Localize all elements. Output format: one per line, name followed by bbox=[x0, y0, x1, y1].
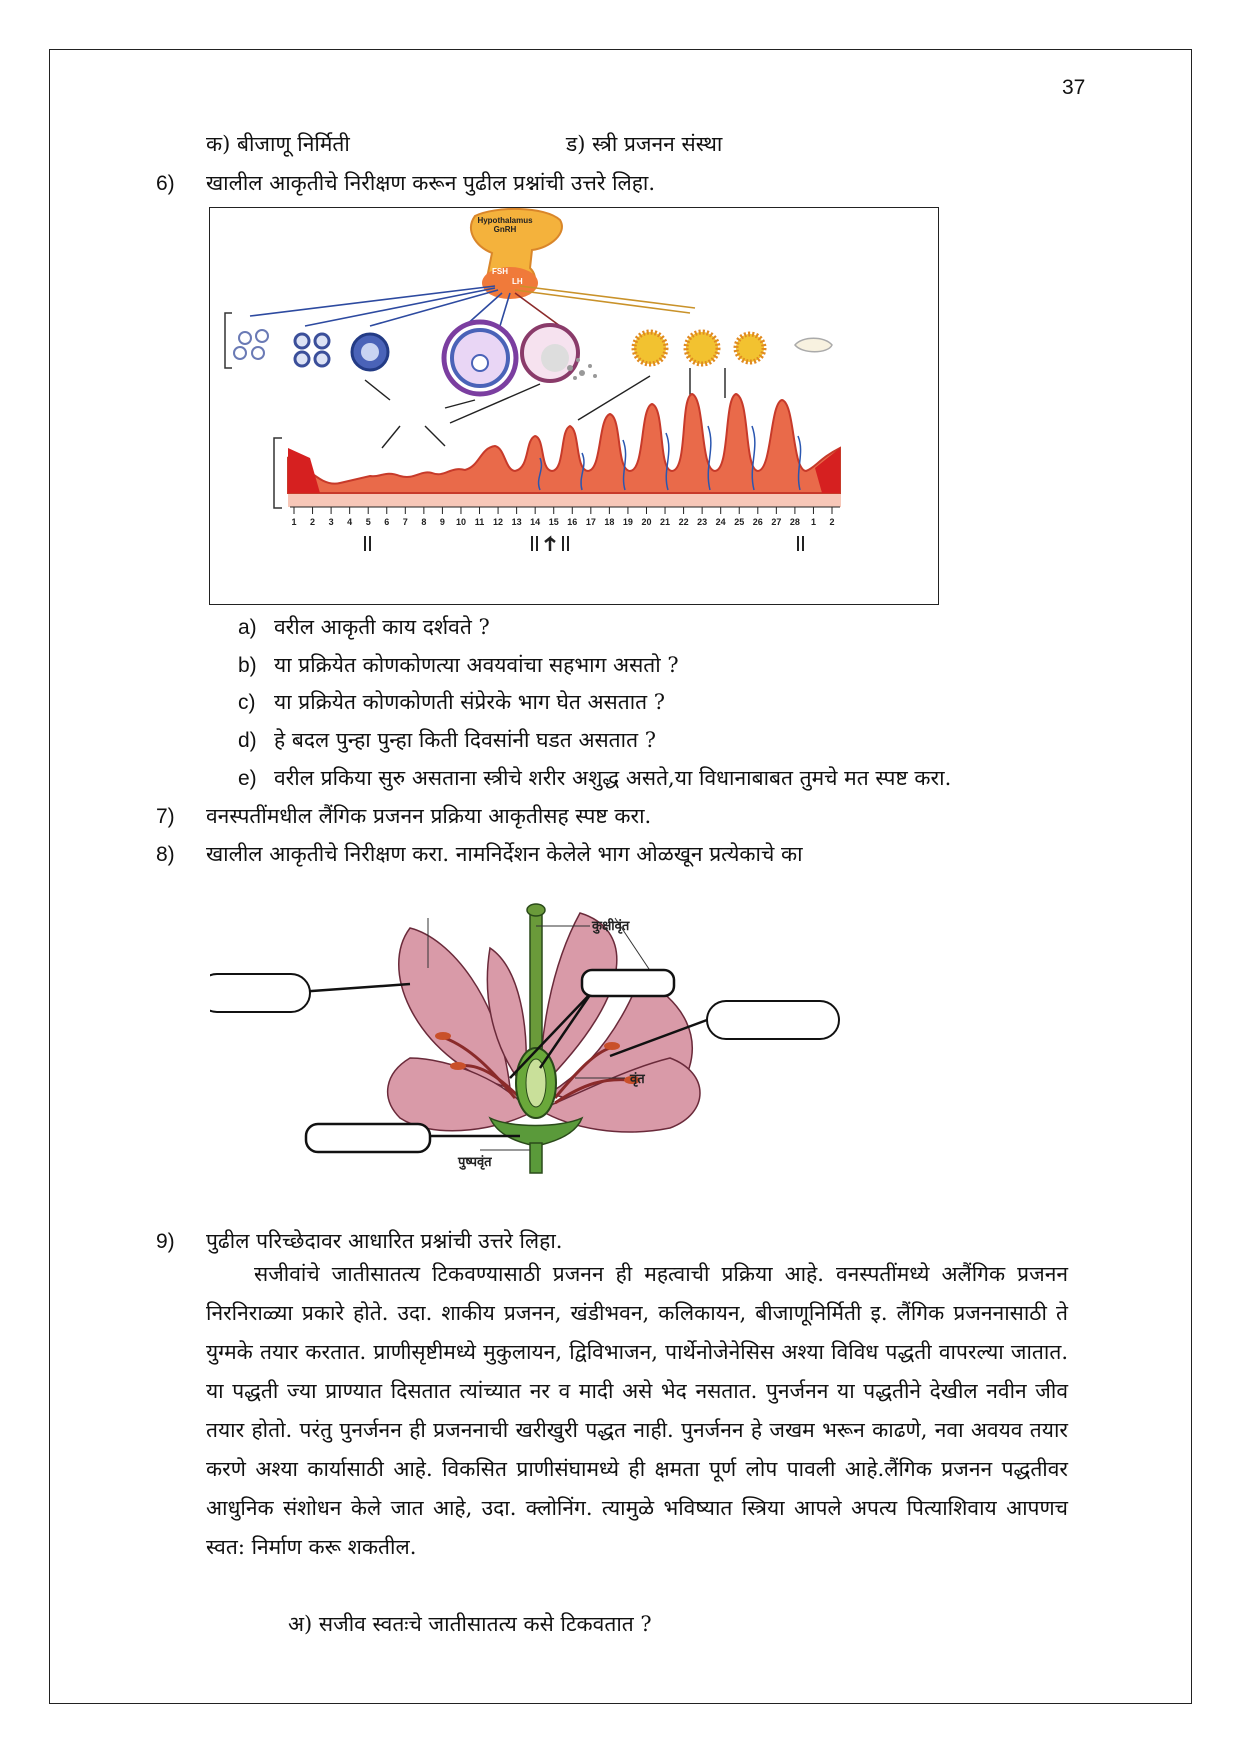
q9-paragraph-text: सजीवांचे जातीसातत्य टिकवण्यासाठी प्रजनन ही महत्वाची प्रक्रिया आहे. वनस्पतींमध्ये अलैंगिक प्रजनन निरनिराळ्या प्रकारे होते. उदा. शाकीय प्रजनन, खंडीभवन, कलिकायन, बीजाणूनिर्मिती इ. लैंगिक प्रजननासाठी ते युग्मके तयार करतात. प्राणीसृष्टीमध्ये मुकुलायन, द्विविभाजन, पार्थेनोजेनेसिस अश्या विविध पद्धती वापरल्या जातात. या पद्धती ज्या प्राण्यात दिसतात त्यांच्यात नर व मादी असे भेद नसतात. पुनर्जनन या पद्धतीने देखील नवीन जीव तयार होतो. परंतु पुनर्जनन ही प्रजननाची खरीखुरी पद्धत नाही. पुनर्जनन हे जखम भरून काढणे, नवा अवयव तयार करणे अश्या कार्यासाठी आहे. विकसित प्राणीसंघामध्ये ही क्षमता पूर्ण लोप पावली आहे.लैंगिक प्रजनन पद्धतीवर आधुनिक संशोधन केले जात आहे, उदा. क्लोनिंग. त्यामुळे भविष्यात स्त्रिया आपले अपत्य पित्याशिवाय आपणच स्वत: निर्माण करू शकतील. bbox=[206, 1262, 1068, 1559]
day-tick-label: 4 bbox=[347, 517, 353, 527]
q6-sub-d: d) हे बदल पुन्हा पुन्हा किती दिवसांनी घडत असतात ? bbox=[238, 728, 656, 752]
blank-label-box-2 bbox=[582, 970, 674, 996]
day-tick-label: 10 bbox=[455, 517, 466, 527]
day-tick-label: 19 bbox=[622, 517, 633, 527]
day-tick-label: 2 bbox=[829, 517, 835, 527]
q9-sub-a: अ) सजीव स्वतःचे जातीसातत्य कसे टिकवतात ? bbox=[288, 1612, 652, 1636]
day-tick-label: 17 bbox=[585, 517, 596, 527]
day-tick-label: 14 bbox=[530, 517, 541, 527]
day-tick-label: 26 bbox=[752, 517, 763, 527]
question-8-number: 8) bbox=[156, 843, 175, 866]
day-tick-label: 1 bbox=[810, 517, 816, 527]
day-tick-label: 21 bbox=[660, 517, 671, 527]
question-7-text: वनस्पतींमधील लैंगिक प्रजनन प्रक्रिया आकृतीसह स्पष्ट करा. bbox=[206, 804, 652, 828]
q6-sub-e: e) वरील प्रकिया सुरु असताना स्त्रीचे शरीर अशुद्ध असते,या विधानाबाबत तुमचे मत स्पष्ट करा. bbox=[238, 766, 952, 790]
question-6-number: 6) bbox=[156, 172, 175, 195]
label-style: कुक्षीवृंत bbox=[592, 919, 630, 934]
question-8-text: खालील आकृतीचे निरीक्षण करा. नामनिर्देशन केलेले भाग ओळखून प्रत्येकाचे का bbox=[206, 842, 803, 866]
day-tick-label: 2 bbox=[310, 517, 316, 527]
page-number: 37 bbox=[1062, 76, 1086, 99]
option-k: क) बीजाणू निर्मिती bbox=[206, 132, 350, 156]
blank-label-box-3 bbox=[707, 1001, 839, 1039]
q6-sub-b: b) या प्रक्रियेत कोणकोणत्या अवयवांचा सहभाग असतो ? bbox=[238, 653, 679, 677]
day-tick-label: 7 bbox=[402, 517, 408, 527]
gnrh-label: GnRH bbox=[493, 225, 517, 234]
blank-label-box-1 bbox=[210, 974, 310, 1012]
q9-paragraph bbox=[206, 1255, 1068, 1567]
day-tick-label: 23 bbox=[697, 517, 708, 527]
question-9-text: पुढील परिच्छेदावर आधारित प्रश्नांची उत्तरे लिहा. bbox=[206, 1229, 563, 1253]
day-tick-label: 18 bbox=[604, 517, 615, 527]
day-tick-label: 1 bbox=[291, 517, 297, 527]
day-tick-label: 22 bbox=[678, 517, 689, 527]
day-axis bbox=[291, 507, 834, 527]
day-tick-label: 9 bbox=[439, 517, 445, 527]
option-d: ड) स्त्री प्रजनन संस्था bbox=[566, 132, 723, 156]
q6-sub-c: c) या प्रक्रियेत कोणकोणती संप्रेरके भाग घेत असतात ? bbox=[238, 690, 666, 714]
day-tick-label: 24 bbox=[715, 517, 726, 527]
day-tick-label: 28 bbox=[789, 517, 800, 527]
hypothalamus-label: Hypothalamus bbox=[477, 216, 533, 225]
day-tick-label: 12 bbox=[493, 517, 504, 527]
question-7-number: 7) bbox=[156, 805, 175, 828]
blank-label-box-4 bbox=[306, 1124, 430, 1152]
day-tick-label: 11 bbox=[474, 517, 485, 527]
day-tick-label: 6 bbox=[384, 517, 390, 527]
flower-figure bbox=[210, 888, 930, 1188]
q6-sub-a: a) वरील आकृती काय दर्शवते ? bbox=[238, 615, 490, 639]
hypothalamus-illustration bbox=[471, 209, 562, 299]
day-tick-label: 25 bbox=[734, 517, 745, 527]
day-tick-label: 13 bbox=[511, 517, 522, 527]
day-tick-label: 3 bbox=[328, 517, 334, 527]
day-tick-label: 27 bbox=[771, 517, 782, 527]
day-tick-label: 5 bbox=[365, 517, 371, 527]
menstrual-cycle-figure bbox=[209, 207, 939, 605]
day-tick-label: 16 bbox=[567, 517, 578, 527]
question-9-number: 9) bbox=[156, 1230, 175, 1253]
day-tick-label: 20 bbox=[641, 517, 652, 527]
question-6-text: खालील आकृतीचे निरीक्षण करून पुढील प्रश्नांची उत्तरे लिहा. bbox=[206, 171, 656, 195]
lh-label: LH bbox=[512, 277, 523, 286]
day-tick-label: 8 bbox=[421, 517, 427, 527]
fsh-label: FSH bbox=[492, 267, 508, 276]
label-stalk: वृंत bbox=[630, 1072, 645, 1087]
day-tick-label: 15 bbox=[548, 517, 559, 527]
label-receptacle: पुष्पवृंत bbox=[458, 1155, 492, 1170]
